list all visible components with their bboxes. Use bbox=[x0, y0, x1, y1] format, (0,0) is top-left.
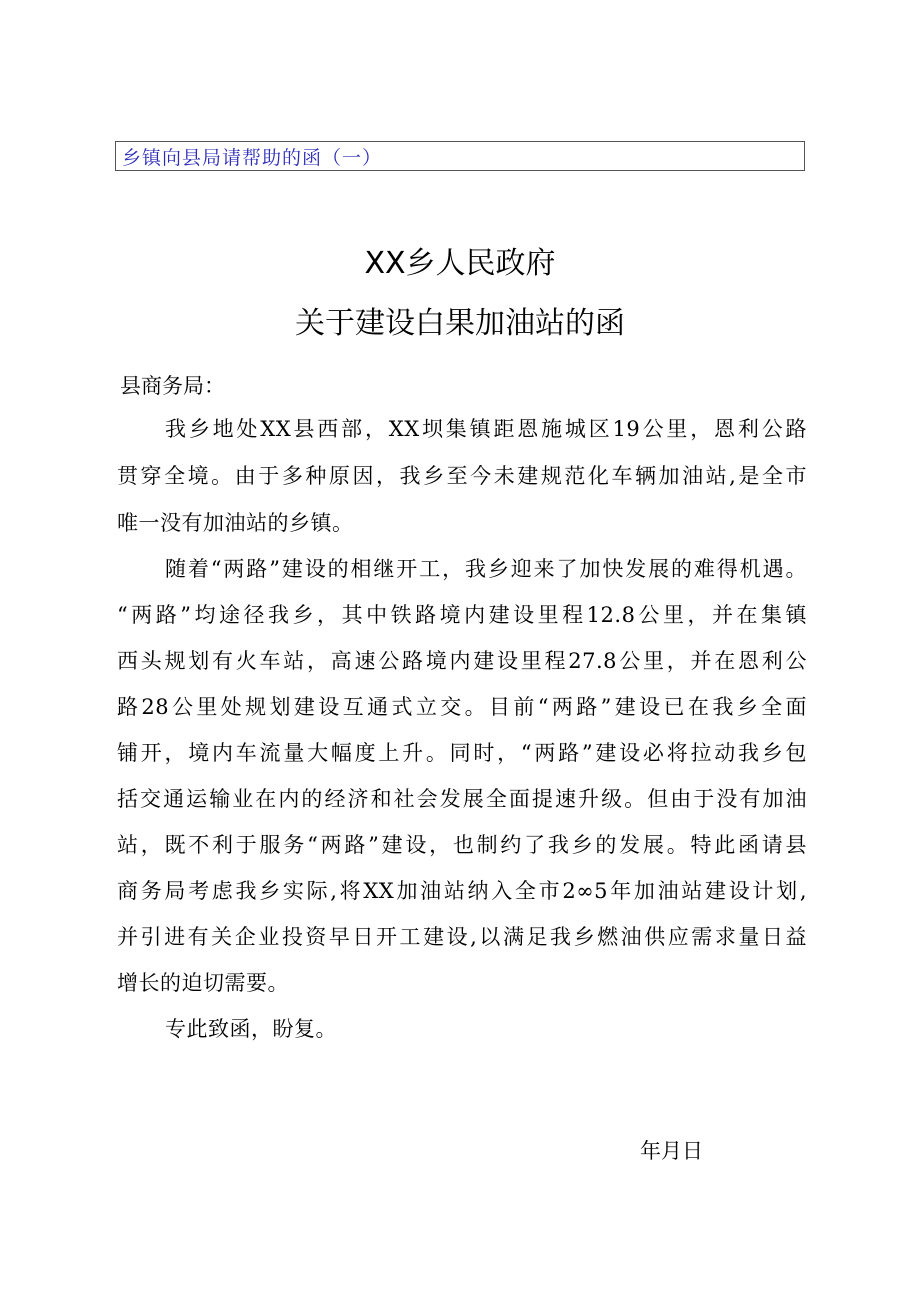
paragraph2-line: 西头规划有火车站，高速公路境内建设里程27.8公里，并在恩利公 bbox=[117, 649, 807, 673]
salutation: 县商务局： bbox=[120, 374, 225, 398]
date-line: 年月日 bbox=[640, 1139, 703, 1163]
paragraph2-line: 并引进有关企业投资早日开工建设,以满足我乡燃油供应需求量日益 bbox=[117, 925, 807, 949]
closing-line: 专此致函，盼复。 bbox=[165, 1017, 337, 1041]
header-box bbox=[115, 141, 805, 171]
paragraph2-line: “两路”均途径我乡，其中铁路境内建设里程12.8公里，并在集镇 bbox=[117, 603, 807, 627]
paragraph1-line: 我乡地处XX县西部，XX坝集镇距恩施城区19公里，恩利公路 bbox=[165, 417, 807, 441]
document-title-line1: XX乡人民政府 bbox=[364, 246, 556, 281]
paragraph1-line: 唯一没有加油站的乡镇。 bbox=[117, 511, 354, 535]
document-title-line2: 关于建设白果加油站的函 bbox=[295, 306, 625, 341]
paragraph2-line: 铺开，境内车流量大幅度上升。同时，“两路”建设必将拉动我乡包 bbox=[117, 741, 807, 765]
paragraph2-line: 站，既不利于服务“两路”建设，也制约了我乡的发展。特此函请县 bbox=[117, 833, 807, 857]
paragraph2-line: 路28公里处规划建设互通式立交。目前“两路”建设已在我乡全面 bbox=[117, 695, 807, 719]
header-label: 乡镇向县局请帮助的函（一） bbox=[122, 146, 383, 169]
paragraph2-line: 括交通运输业在内的经济和社会发展全面提速升级。但由于没有加油 bbox=[117, 787, 807, 811]
paragraph2-line: 随着“两路”建设的相继开工，我乡迎来了加快发展的难得机遇。 bbox=[165, 557, 807, 581]
paragraph2-line: 商务局考虑我乡实际,将XX加油站纳入全市2∞5年加油站建设计划, bbox=[117, 879, 807, 903]
paragraph2-line: 增长的迫切需要。 bbox=[117, 971, 289, 995]
paragraph1-line: 贯穿全境。由于多种原因，我乡至今未建规范化车辆加油站,是全市 bbox=[117, 464, 807, 488]
